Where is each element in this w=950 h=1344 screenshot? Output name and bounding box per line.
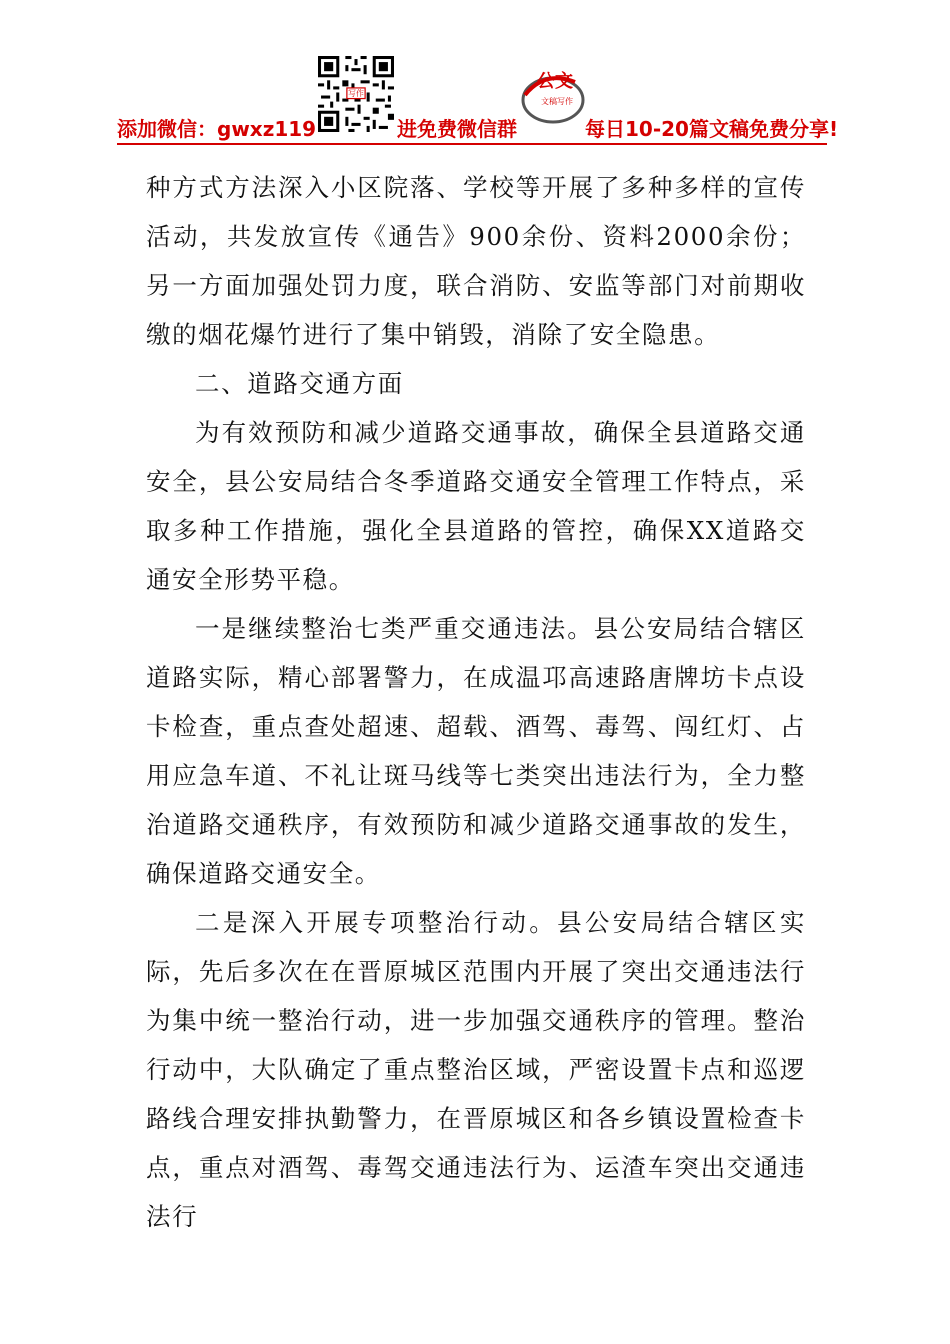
paragraph: 种方式方法深入小区院落、学校等开展了多种多样的宣传活动，共发放宣传《通告》900余份、资料2000余份；另一方面加强处罚力度，联合消防、安监等部门对前期收缴的烟花爆竹进行了集中销毁，消除了安全隐患。 [146,173,806,349]
header-divider [117,143,827,145]
qr-code-icon [318,56,394,132]
paragraph: 为有效预防和减少道路交通事故，确保全县道路交通安全，县公安局结合冬季道路交通安全管理工作特点，采取多种工作措施，强化全县道路的管控，确保XX道路交通安全形势平稳。 [146,418,806,594]
page-header [0,0,950,145]
paragraph: 二是深入开展专项整治行动。县公安局结合辖区实际，先后多次在在晋原城区范围内开展了突出交通违法行为集中统一整治行动，进一步加强交通秩序的管理。整治行动中，大队确定了重点整治区域，严密设置卡点和巡逻路线合理安排执勤警力，在晋原城区和各乡镇设置检查卡点，重点对酒驾、毒驾交通违法行为、运渣车突出交通违法行 [146,908,806,1231]
section-heading: 二、道路交通方面 [195,369,404,398]
document-body [146,163,806,1241]
header-group-text: 进免费微信群 [397,117,517,141]
brand-logo-icon [505,60,595,130]
paragraph: 一是继续整治七类严重交通违法。县公安局结合辖区道路实际，精心部署警力，在成温邛高速路唐牌坊卡点设卡检查，重点查处超速、超载、酒驾、毒驾、闯红灯、占用应急车道、不礼让斑马线等七类突出违法行为，全力整治道路交通秩序，有效预防和减少道路交通事故的发生，确保道路交通安全。 [146,614,806,888]
logo-text: 文稿写作 [541,97,573,106]
qr-label: 写作 [348,89,364,99]
svg-text:公文: 公文 [537,71,573,92]
header-daily-text: 每日10-20篇文稿免费分享! [585,117,839,141]
header-wechat-text: 添加微信：gwxz119 [117,117,317,141]
